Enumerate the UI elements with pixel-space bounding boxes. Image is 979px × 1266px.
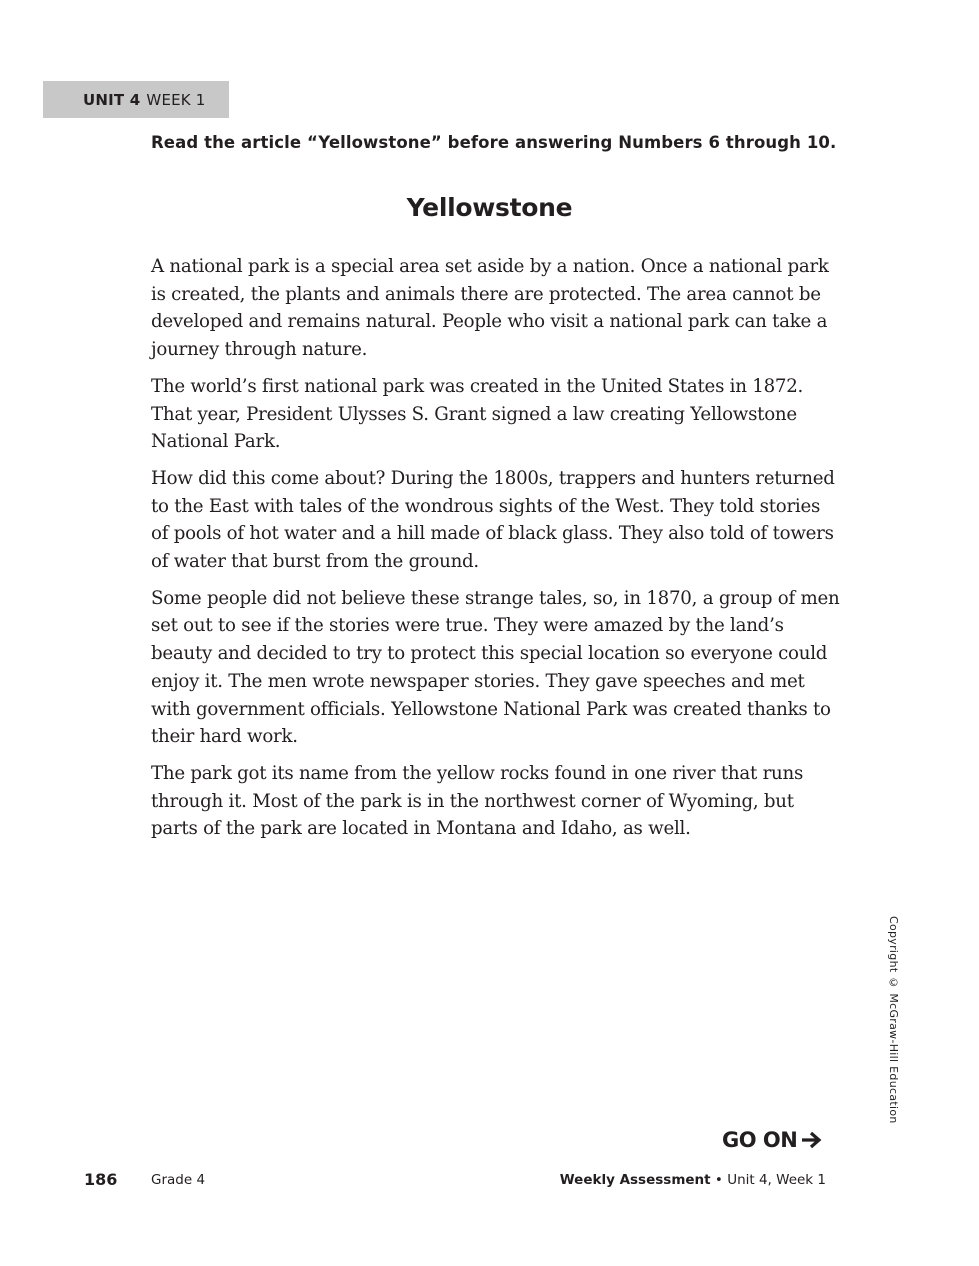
article-paragraph: Some people did not believe these strange tales, so, in 1870, a group of men set out to see if the stories were true. They were amazed by the land’s beauty and decided to try to protect this special location so everyone could enjoy it. The men wrote newspaper stories. They gave speeches and met with government officials. Yellowstone National Park was created thanks to their hard work. bbox=[151, 587, 840, 748]
assessment-info bbox=[560, 1172, 826, 1188]
instructions: Read the article “Yellowstone” before answering Numbers 6 through 10. bbox=[151, 133, 837, 152]
grade-label: Grade 4 bbox=[151, 1172, 206, 1188]
copyright-notice: Copyright © McGraw-Hill Education bbox=[887, 916, 900, 1124]
page-number: 186 bbox=[84, 1170, 118, 1189]
article-paragraph: How did this come about? During the 1800s, trappers and hunters returned to the East with tales of the wondrous sights of the West. They told stories of pools of hot water and a hill made of black glass. They also told of towers of water that burst from the ground. bbox=[151, 467, 835, 573]
assessment-label: Weekly Assessment bbox=[559, 1172, 711, 1188]
article-body bbox=[151, 253, 841, 852]
go-on-label: GO ON bbox=[722, 1128, 798, 1152]
article-title: Yellowstone bbox=[406, 193, 573, 222]
page-footer bbox=[0, 1170, 979, 1192]
article-paragraph: A national park is a special area set aside by a nation. Once a national park is created, the plants and animals there are protected. The area cannot be developed and remains natural. People who visit a national park can take a journey through nature. bbox=[151, 256, 829, 361]
article-paragraph: The world’s first national park was created in the United States in 1872. That year, President Ulysses S. Grant signed a law creating Yellowstone National Park. bbox=[151, 375, 804, 453]
unit-label: UNIT 4 bbox=[83, 90, 141, 109]
go-on-indicator bbox=[722, 1128, 823, 1152]
article-paragraph: The park got its name from the yellow rocks found in one river that runs through it. Most of the park is in the northwest corner of Wyoming, but parts of the park are located in Montana and Idaho, as well. bbox=[151, 762, 804, 840]
footer-separator: • bbox=[714, 1172, 723, 1188]
week-label: WEEK 1 bbox=[146, 90, 206, 109]
unit-week-tab bbox=[43, 81, 229, 118]
unit-week-label: Unit 4, Week 1 bbox=[727, 1172, 826, 1188]
arrow-right-icon bbox=[801, 1131, 823, 1149]
